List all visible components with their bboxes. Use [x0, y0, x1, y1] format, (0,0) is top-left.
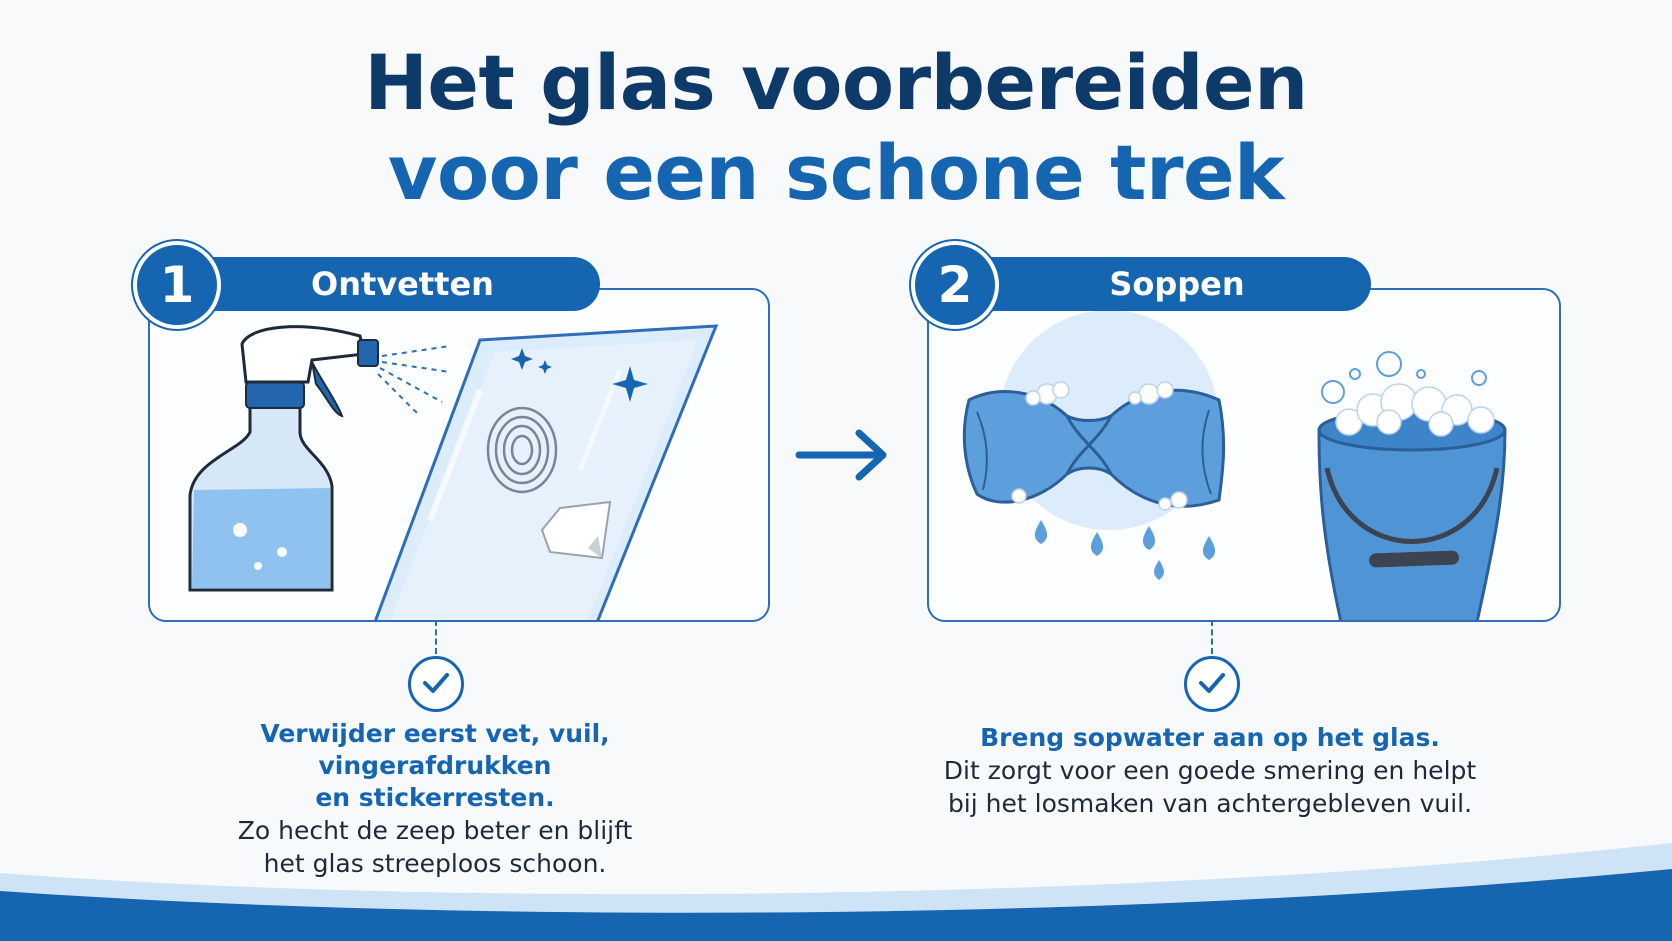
step-2-panel	[927, 288, 1561, 622]
step-2-body-line-2: bij het losmaken van achtergebleven vuil.	[947, 789, 1473, 818]
step-2-illustration	[929, 290, 1559, 620]
title-line-2: voor een schone trek	[387, 128, 1285, 217]
check-circle-icon	[1184, 656, 1240, 712]
footer-wave	[0, 835, 1672, 941]
step-2-number-badge: 2	[911, 241, 999, 329]
spray-bottle-icon	[190, 327, 378, 590]
step-1-number-badge: 1	[133, 241, 221, 329]
check-circle-icon	[408, 656, 464, 712]
step-1-lead-line-1: Verwijder eerst vet, vuil, vingerafdrukken	[260, 719, 610, 780]
step-1-connector	[435, 620, 437, 654]
step-2-body-line-1: Dit zorgt voor een goede smering en helpt	[943, 756, 1477, 785]
water-drop-icon	[1035, 520, 1215, 580]
step-1-body-line-2: het glas streeploos schoon.	[263, 849, 607, 878]
step-1-label: Ontvetten	[205, 257, 600, 311]
step-1-illustration	[150, 290, 768, 620]
step-1-panel	[148, 288, 770, 622]
page-title	[0, 38, 1672, 218]
step-2-connector	[1211, 620, 1213, 654]
step-1-lead-line-2: en stickerresten.	[315, 783, 555, 812]
step-2-caption	[930, 722, 1490, 820]
step-2-label: Soppen	[983, 257, 1371, 311]
arrow-right-icon	[795, 425, 895, 485]
title-line-1: Het glas voorbereiden	[364, 38, 1308, 127]
step-2-lead-line-1: Breng sopwater aan op het glas.	[980, 723, 1440, 752]
step-1-body-line-1: Zo hecht de zeep beter en blijft	[237, 816, 633, 845]
soap-bucket-icon	[1319, 352, 1505, 620]
